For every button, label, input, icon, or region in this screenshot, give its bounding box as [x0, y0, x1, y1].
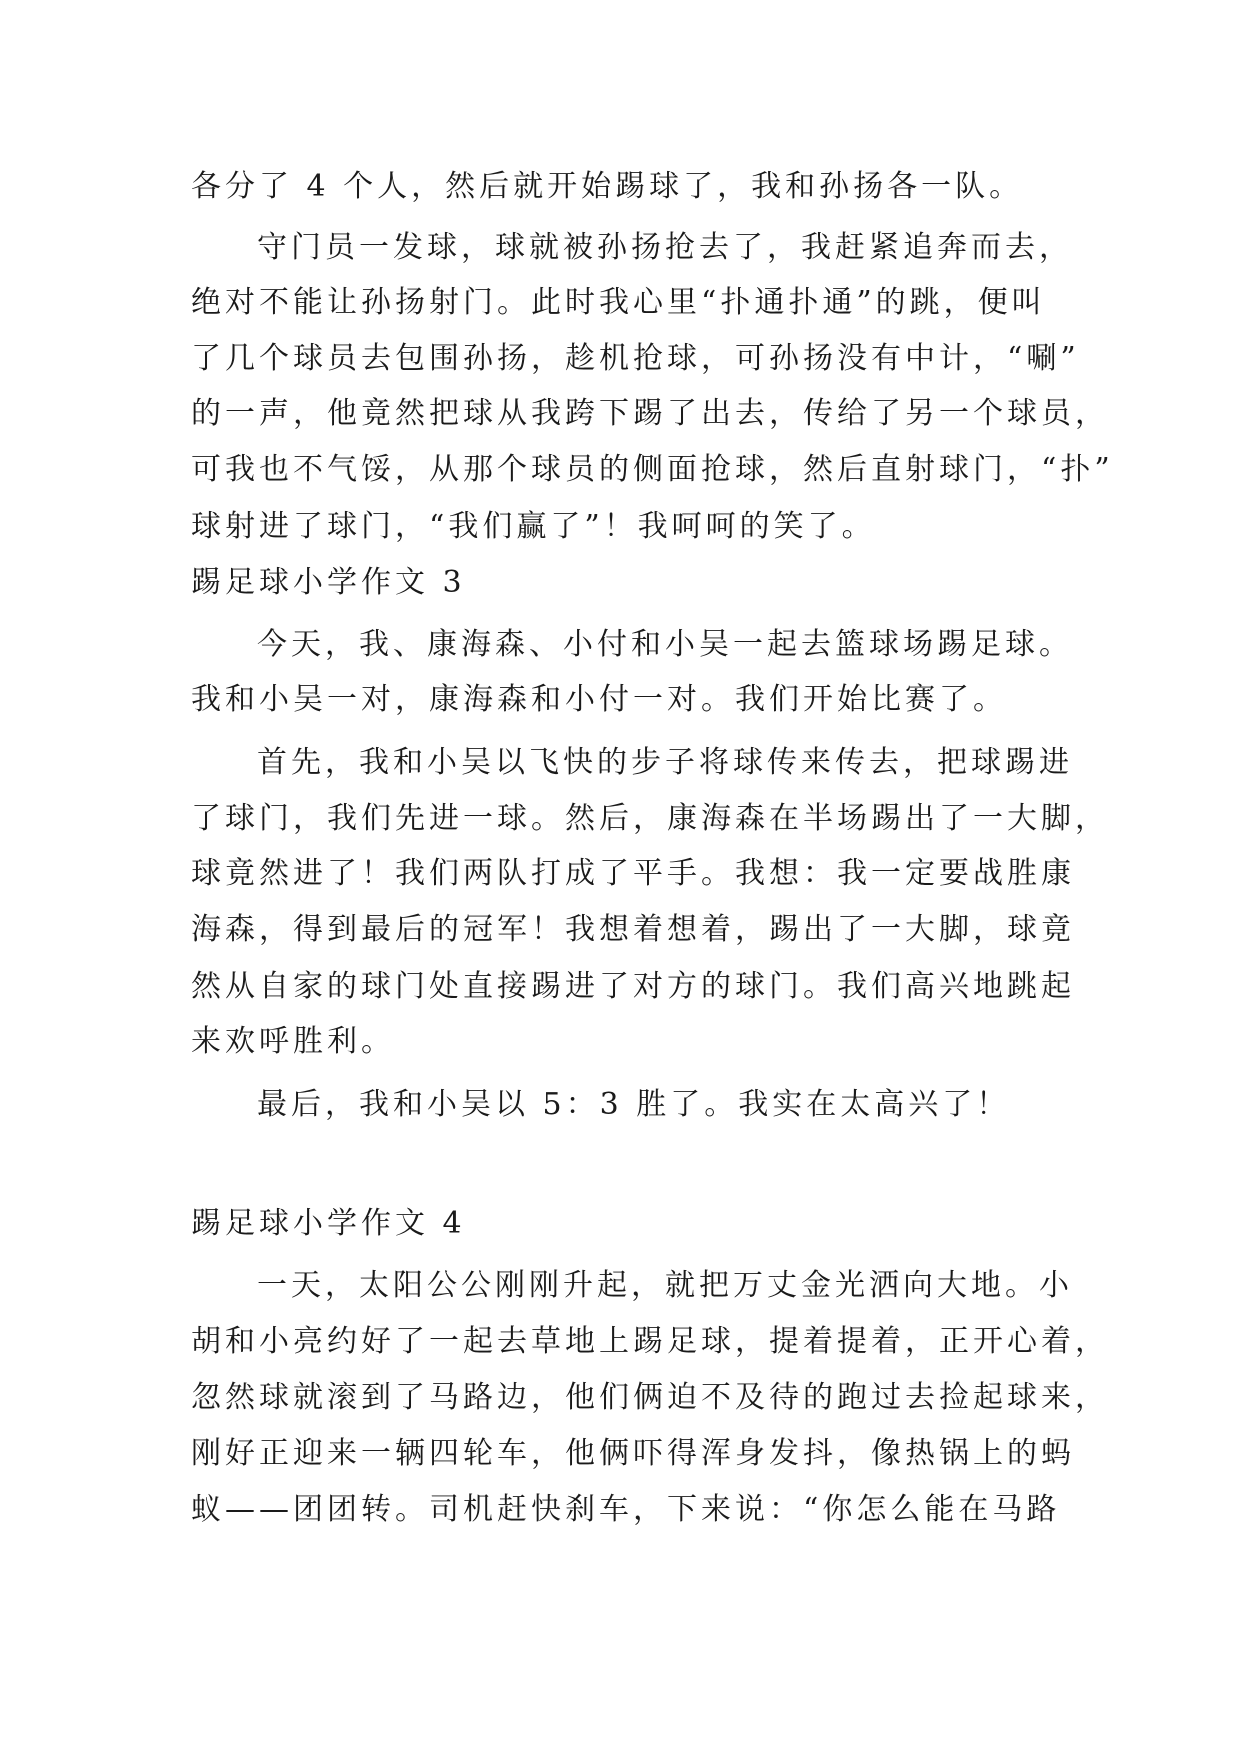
text-line-16: 来欢呼胜利。 — [191, 1024, 395, 1059]
text-line-12: 了球门，我们先进一球。然后，康海森在半场踢出了一大脚， — [191, 801, 1109, 836]
text-line-23: 蚁——团团转。司机赶快刹车，下来说：“你怎么能在马路 — [191, 1492, 1061, 1527]
text-line-15: 然从自家的球门处直接踢进了对方的球门。我们高兴地跳起 — [191, 969, 1075, 1004]
text-line-7: 球射进了球门，“我们赢了”！我呵呵的笑了。 — [191, 509, 876, 544]
text-line-5: 的一声，他竟然把球从我跨下踢了出去，传给了另一个球员， — [191, 396, 1109, 431]
text-line-2: 守门员一发球，球就被孙扬抢去了，我赶紧追奔而去， — [257, 230, 1073, 265]
text-line-21: 忽然球就滚到了马路边，他们俩迫不及待的跑过去捡起球来， — [191, 1380, 1109, 1415]
text-line-19: 一天，太阳公公刚刚升起，就把万丈金光洒向大地。小 — [257, 1268, 1073, 1303]
text-line-14: 海森，得到最后的冠军！我想着想着，踢出了一大脚，球竟 — [191, 912, 1075, 947]
text-line-1: 各分了 4 个人，然后就开始踢球了，我和孙扬各一队。 — [191, 169, 1024, 204]
text-line-6: 可我也不气馁，从那个球员的侧面抢球，然后直射球门，“扑” — [191, 452, 1114, 487]
text-line-22: 刚好正迎来一辆四轮车，他俩吓得浑身发抖，像热锅上的蚂 — [191, 1436, 1075, 1471]
section-heading-4: 踢足球小学作文 4 — [191, 1206, 466, 1241]
text-line-20: 胡和小亮约好了一起去草地上踢足球，提着提着，正开心着， — [191, 1324, 1109, 1359]
text-line-9: 今天，我、康海森、小付和小吴一起去篮球场踢足球。 — [257, 627, 1073, 662]
text-line-13: 球竟然进了！我们两队打成了平手。我想：我一定要战胜康 — [191, 856, 1075, 891]
text-line-4: 了几个球员去包围孙扬，趁机抢球，可孙扬没有中计，“唰” — [191, 341, 1080, 376]
section-heading-3: 踢足球小学作文 3 — [191, 565, 466, 600]
text-line-11: 首先，我和小吴以飞快的步子将球传来传去，把球踢进 — [257, 745, 1073, 780]
text-line-3: 绝对不能让孙扬射门。此时我心里“扑通扑通”的跳，便叫 — [191, 285, 1046, 320]
text-line-10: 我和小吴一对，康海森和小付一对。我们开始比赛了。 — [191, 682, 1007, 717]
text-line-17: 最后，我和小吴以 5：3 胜了。我实在太高兴了！ — [257, 1087, 1011, 1122]
